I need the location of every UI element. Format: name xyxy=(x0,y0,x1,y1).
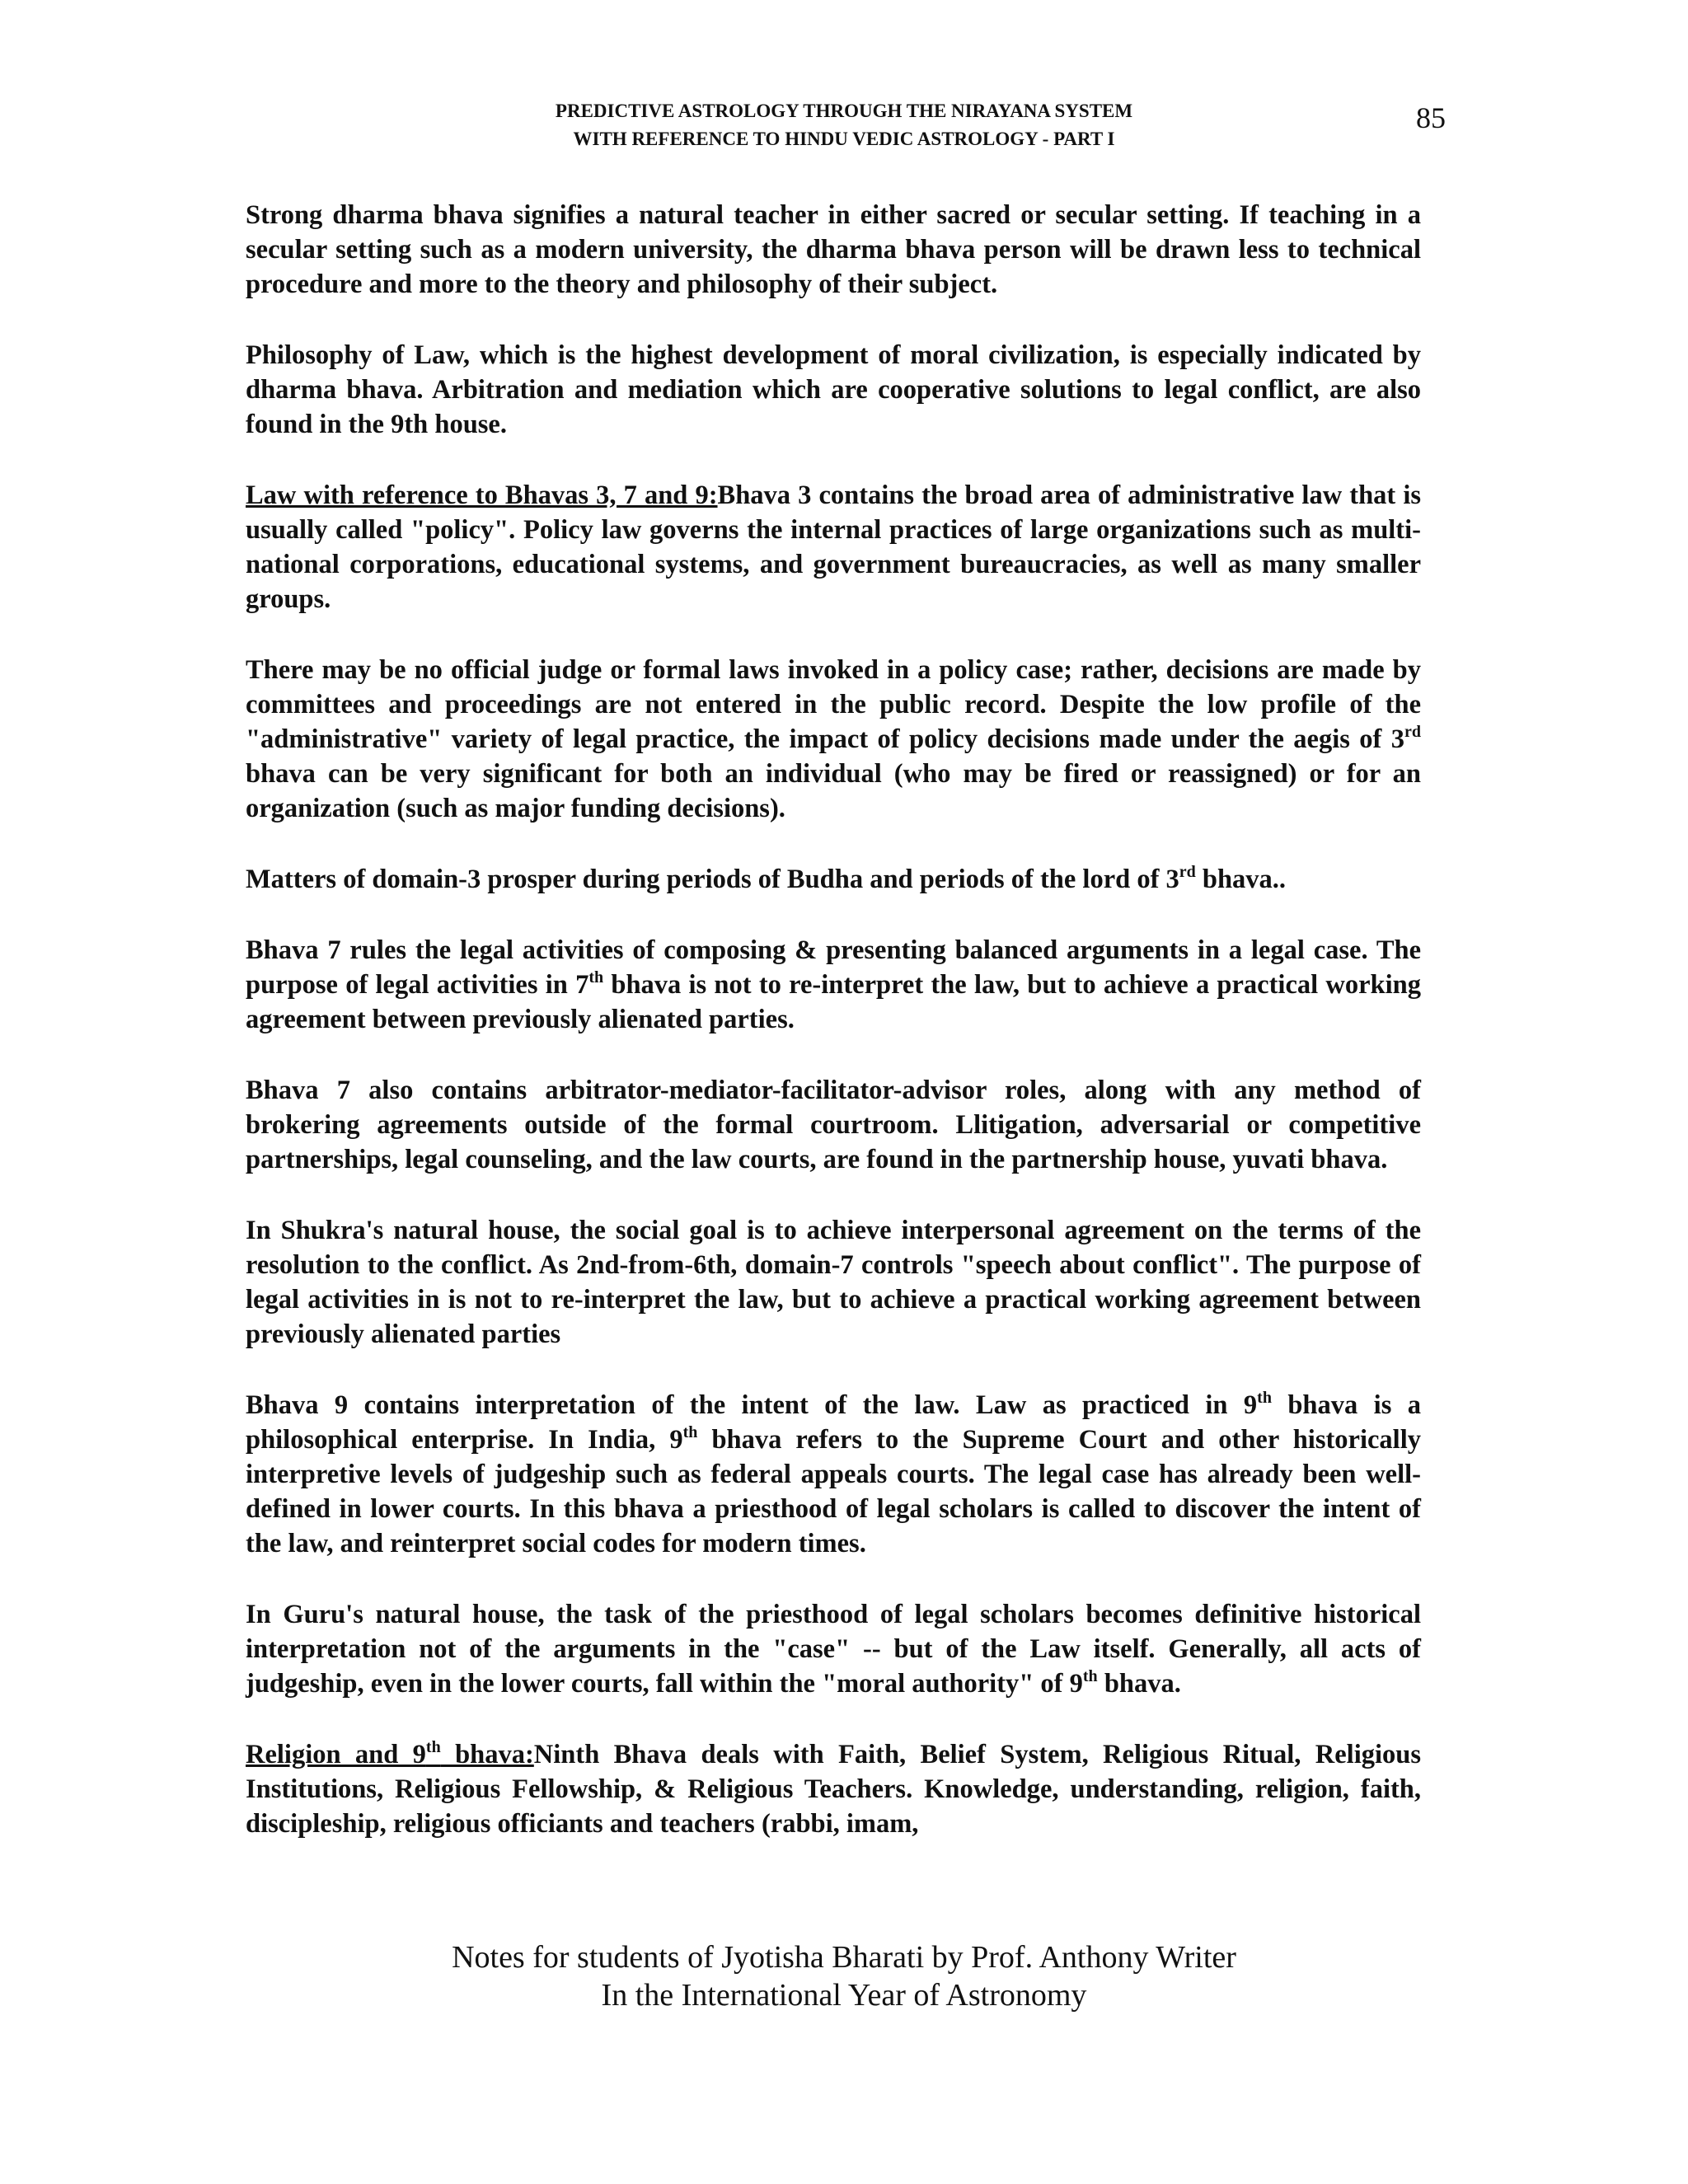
paragraph-10-text-a: In Guru's natural house, the task of the priesthood of legal scholars becomes definitive historical interpretation not of the arguments in the "case" -- but of the Law itself. Generally, all acts of judgeship, even in the lower courts, fall within the "moral authority" of 9 xyxy=(246,1600,1421,1699)
paragraph-5-text-b: bhava.. xyxy=(1195,865,1287,894)
paragraph-11 xyxy=(246,1737,1421,1841)
paragraph-4 xyxy=(246,653,1421,826)
paragraph-4-text-b: bhava can be very significant for both an individual (who may be fired or reassigned) or for an organization (such as major funding decisions). xyxy=(246,759,1421,823)
paragraph-4-text-a: There may be no official judge or formal laws invoked in a policy case; rather, decisions are made by committees and proceedings are not entered in the public record. Despite the low profile of the "administrative" variety of legal practice, the impact of policy decisions made under the aegis of 3 xyxy=(246,655,1421,754)
ordinal-suffix: th xyxy=(1082,1667,1098,1685)
paragraph-8: In Shukra's natural house, the social goal is to achieve interpersonal agreement on the terms of the resolution to the conflict. As 2nd-from-6th, domain-7 controls "speech about conflict". The purpose of legal activities in is not to re-interpret the law, but to achieve a practical working agreement between previously alienated parties xyxy=(246,1216,1421,1349)
paragraph-2: Philosophy of Law, which is the highest development of moral civilization, is especially indicated by dharma bhava. Arbitration and mediation which are cooperative solutions to legal conflict, are also found in the 9th house. xyxy=(246,340,1421,439)
heading-text-a: Religion and 9 xyxy=(246,1740,426,1769)
paragraph-6-text-a: Bhava 7 rules the legal activities of composing & presenting balanced arguments in a legal case. The purpose of legal activities in 7 xyxy=(246,935,1421,1000)
ordinal-suffix: th xyxy=(588,968,604,987)
paragraph-10-text-b: bhava. xyxy=(1097,1669,1181,1699)
ordinal-suffix: th xyxy=(682,1423,698,1441)
paragraph-10 xyxy=(246,1597,1421,1701)
paragraph-6 xyxy=(246,933,1421,1037)
section-heading-religion xyxy=(246,1740,534,1769)
paragraph-3 xyxy=(246,478,1421,616)
paragraph-7: Bhava 7 also contains arbitrator-mediator-facilitator-advisor roles, along with any method of brokering agreements outside of the formal courtroom. Llitigation, adversarial or competitive partnerships, legal counseling, and the law courts, are found in the partnership house, yuvati bhava. xyxy=(246,1076,1421,1174)
header-line-2: WITH REFERENCE TO HINDU VEDIC ASTROLOGY - PART I xyxy=(573,129,1115,149)
paragraph-9-text-a: Bhava 9 contains interpretation of the intent of the law. Law as practiced in 9 xyxy=(246,1390,1258,1420)
paragraph-5 xyxy=(246,862,1421,897)
paragraph-6-text-b: bhava is not to re-interpret the law, but to achieve a practical working agreement between previously alienated parties. xyxy=(246,970,1421,1034)
footer-line-2: In the International Year of Astronomy xyxy=(601,1978,1087,2013)
body-text xyxy=(246,198,1421,1877)
footer-line-1: Notes for students of Jyotisha Bharati by Prof. Anthony Writer xyxy=(452,1940,1236,1975)
ordinal-suffix: th xyxy=(1257,1389,1272,1407)
ordinal-suffix: rd xyxy=(1179,863,1196,881)
paragraph-11-text: Ninth Bhava deals with Faith, Belief System, Religious Ritual, Religious Institutions, Religious Fellowship, & Religious Teachers. Knowledge, understanding, religion, faith, discipleship, religious officiants and teachers (rabbi, imam, xyxy=(246,1740,1421,1839)
paragraph-9 xyxy=(246,1388,1421,1561)
paragraph-3-text: Bhava 3 contains the broad area of administrative law that is usually called "policy". Policy law governs the internal practices of large organizations such as multi-national corporations, educational systems, and government bureaucracies, as well as many smaller groups. xyxy=(246,480,1421,614)
paragraph-5-text-a: Matters of domain-3 prosper during periods of Budha and periods of the lord of 3 xyxy=(246,865,1179,894)
paragraph-1: Strong dharma bhava signifies a natural teacher in either sacred or secular setting. If teaching in a secular setting such as a modern university, the dharma bhava person will be drawn less to technical procedure and more to the theory and philosophy of their subject. xyxy=(246,200,1421,299)
paragraph-9-text-b: bhava is a philosophical enterprise. In India, 9 xyxy=(246,1390,1422,1455)
heading-text-b: bhava: xyxy=(440,1740,534,1769)
header-line-1: PREDICTIVE ASTROLOGY THROUGH THE NIRAYANA SYSTEM xyxy=(555,101,1133,121)
page-number: 85 xyxy=(1416,101,1446,134)
ordinal-suffix: th xyxy=(425,1738,441,1756)
page-footer xyxy=(0,1938,1688,2014)
ordinal-suffix: rd xyxy=(1404,723,1421,741)
paragraph-9-text-c: bhava refers to the Supreme Court and other historically interpretive levels of judgeship such as federal appeals courts. The legal case has already been well-defined in lower courts. In this bhava a priesthood of legal scholars is called to discover the intent of the law, and reinterpret social codes for modern times. xyxy=(246,1425,1421,1558)
section-heading-law-bhavas: Law with reference to Bhavas 3, 7 and 9: xyxy=(246,480,718,510)
